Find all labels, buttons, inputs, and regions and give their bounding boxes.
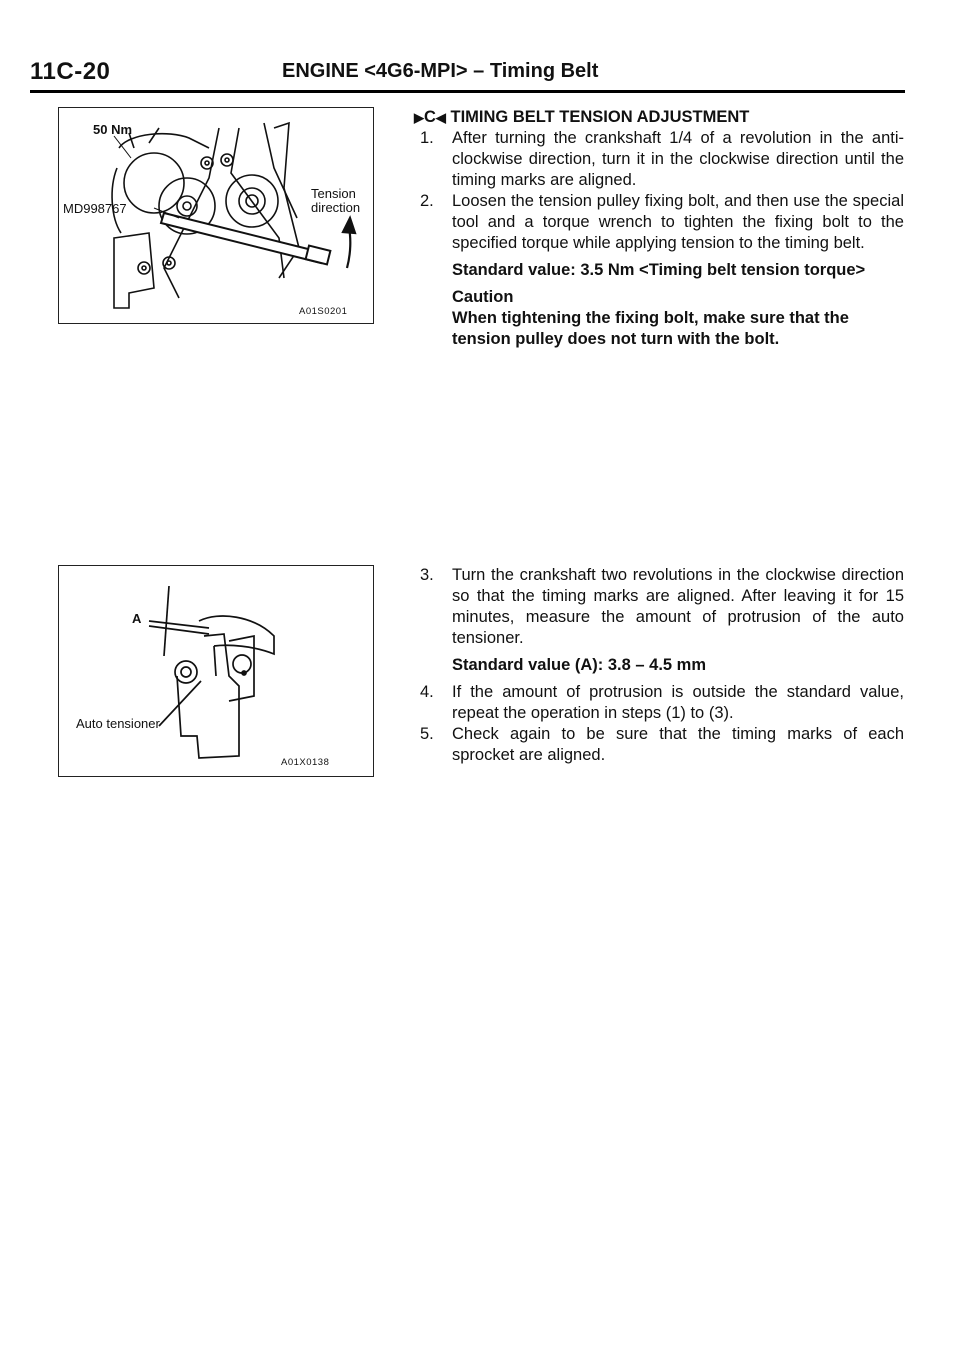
play-left-icon: ◀ bbox=[435, 110, 446, 125]
caution-text: When tightening the fixing bolt, make sure that the tension pulley does not turn with the bolt. bbox=[452, 309, 849, 348]
step-number: 1. bbox=[420, 129, 434, 147]
step-item bbox=[414, 724, 904, 766]
step-text: After turning the crankshaft 1/4 of a revolution in the anti-clockwise direction, turn it in the clockwise direction until the timing marks are aligned. bbox=[452, 129, 904, 189]
step-item bbox=[414, 191, 904, 254]
page-header bbox=[30, 58, 905, 92]
figure-code: A01X0138 bbox=[281, 757, 330, 768]
caution-title: Caution bbox=[452, 288, 514, 306]
step-text: If the amount of protrusion is outside the standard value, repeat the operation in steps (1) to (3). bbox=[452, 683, 904, 722]
auto-tensioner-label: Auto tensioner bbox=[76, 716, 160, 731]
procedure-section-1 bbox=[414, 107, 904, 350]
torque-label: 50 Nm bbox=[93, 122, 133, 137]
step-item bbox=[414, 682, 904, 724]
step-number: 5. bbox=[420, 725, 434, 743]
procedure-section-2 bbox=[414, 565, 904, 766]
step-number: 3. bbox=[420, 566, 434, 584]
step-number: 4. bbox=[420, 683, 434, 701]
step-text: Loosen the tension pulley fixing bolt, and then use the special tool and a torque wrench to tighten the fixing bolt to the specified torque while applying tension to the timing belt. bbox=[452, 192, 904, 252]
direction-label: direction bbox=[311, 200, 361, 215]
section-marker-letter: C bbox=[424, 108, 436, 126]
figure-code: A01S0201 bbox=[299, 306, 348, 317]
page-number: 11C-20 bbox=[30, 58, 111, 85]
step-item bbox=[414, 565, 904, 649]
figure-auto-tensioner bbox=[58, 565, 374, 777]
step-item bbox=[414, 128, 904, 191]
figure-timing-belt-tension bbox=[58, 107, 374, 324]
step-text: Turn the crankshaft two revolutions in the clockwise direction so that the timing marks are aligned. After leaving it for 15 minutes, measure the amount of protrusion of the auto tensioner. bbox=[452, 566, 904, 647]
tool-label: MD998767 bbox=[63, 201, 127, 216]
header-rule bbox=[30, 90, 905, 93]
section-title: TIMING BELT TENSION ADJUSTMENT bbox=[450, 108, 750, 126]
page-title: ENGINE <4G6-MPI> – Timing Belt bbox=[282, 60, 599, 82]
step-number: 2. bbox=[420, 192, 434, 210]
standard-value: Standard value: 3.5 Nm <Timing belt tension torque> bbox=[452, 261, 866, 279]
figure-tensioner-illustration bbox=[59, 566, 373, 776]
point-a-label: A bbox=[132, 611, 142, 626]
section-heading bbox=[414, 107, 904, 128]
standard-value: Standard value (A): 3.8 – 4.5 mm bbox=[452, 656, 707, 674]
step-text: Check again to be sure that the timing marks of each sprocket are aligned. bbox=[452, 725, 904, 764]
play-right-icon: ▶ bbox=[414, 110, 424, 125]
tension-label: Tension bbox=[311, 186, 356, 201]
